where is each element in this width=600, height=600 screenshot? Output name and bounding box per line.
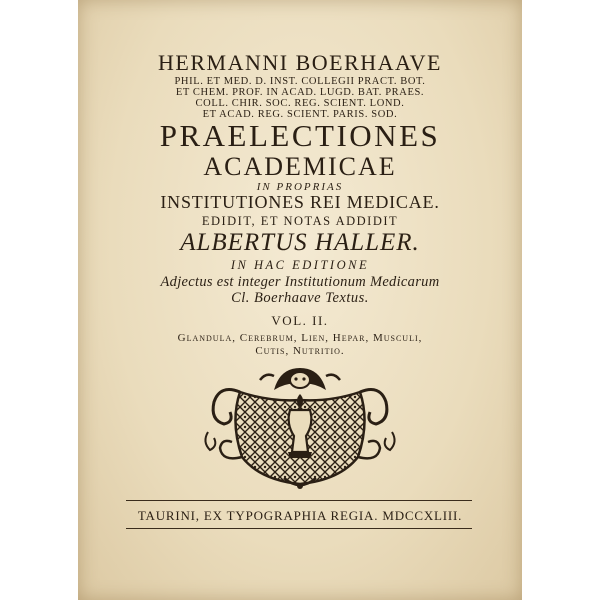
author-name: HERMANNI BOERHAAVE [158,50,442,75]
title-page [78,0,522,600]
subtitle-in-proprias: IN PROPRIAS [256,181,344,193]
imprint-rule-top [126,500,472,501]
edition-note: IN HAC EDITIONE [230,258,370,272]
subtitle-institutiones: INSTITUTIONES REI MEDICAE. [160,192,440,212]
contents-line-1: Glandula, Cerebrum, Lien, Hepar, Musculi, [177,332,423,344]
textus-line: Cl. Boerhaave Textus. [231,290,369,306]
imprint-rule-bottom [126,528,472,529]
printers-vignette-icon [200,362,400,492]
credentials-line-1: PHIL. ET MED. D. INST. COLLEGII PRACT. BOT. [174,76,426,87]
adjectus-line: Adjectus est integer Institutionum Medicarum [160,274,440,290]
title-line-2: ACADEMICAE [203,152,397,181]
contents-line-2: Cutis, Nutritio. [255,345,345,357]
credentials-line-4: ET ACAD. REG. SCIENT. PARIS. SOD. [202,109,398,120]
credentials-line-2: ET CHEM. PROF. IN ACAD. LUGD. BAT. PRAES. [175,87,425,98]
editor-name: ALBERTUS HALLER. [180,229,420,256]
title-line-1: PRAELECTIONES [159,118,441,153]
edidit-line: EDIDIT, ET NOTAS ADDIDIT [201,214,399,228]
imprint: TAURINI, EX TYPOGRAPHIA REGIA. MDCCXLIII. [137,508,463,523]
credentials-line-3: COLL. CHIR. SOC. REG. SCIENT. LOND. [195,98,405,109]
volume-number: VOL. II. [271,313,329,328]
